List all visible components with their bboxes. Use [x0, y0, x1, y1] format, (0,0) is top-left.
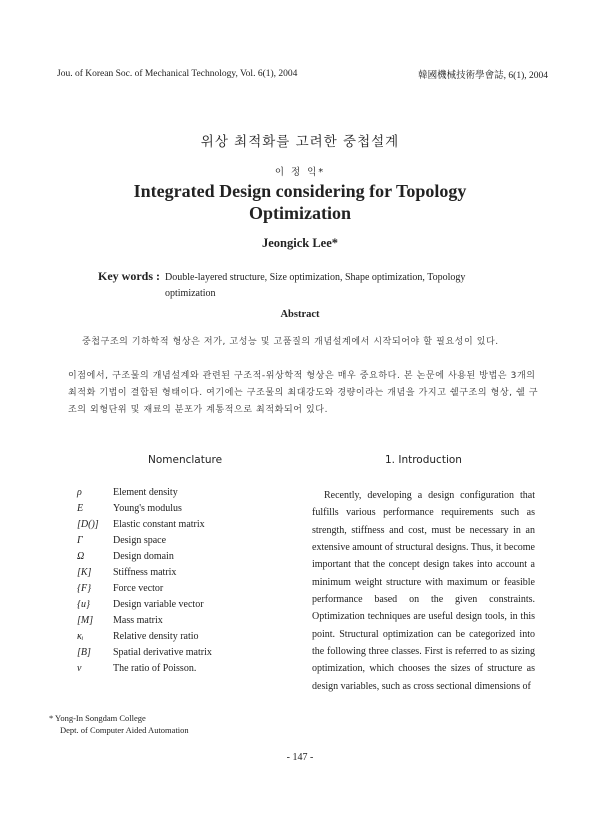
journal-header-korean: 韓國機械技術學會誌, 6(1), 2004 [418, 71, 548, 81]
nomenclature-heading: Nomenclature [148, 454, 223, 466]
abstract-paragraph-1: 중첩구조의 기하학적 형상은 저가, 고성능 및 고품질의 개념설계에서 시작되어야 할 필요성이 있다. [82, 337, 499, 347]
nomenclature-symbol: E [77, 503, 84, 514]
korean-title: 위상 최적화를 고려한 중첩설계 [200, 134, 400, 150]
keywords-text: Double-layered structure, Size optimization, Shape optimization, Topology optimization [165, 272, 466, 299]
nomenclature-description: Element density [113, 487, 178, 498]
nomenclature-description: Stiffness matrix [113, 567, 177, 578]
nomenclature-symbol: ν [77, 663, 82, 674]
nomenclature-description: Design variable vector [113, 599, 204, 610]
author-name: Jeongick Lee* [261, 236, 339, 250]
paper-title [0, 180, 600, 224]
journal-header-english: Jou. of Korean Soc. of Mechanical Technology, Vol. 6(1), 2004 [57, 69, 298, 79]
nomenclature-symbol: Ω [77, 551, 85, 562]
nomenclature-description: Design domain [113, 551, 174, 562]
nomenclature-description: Mass matrix [113, 615, 163, 626]
korean-author: 이 정 익* [274, 167, 326, 178]
page-number: - 147 - [286, 752, 314, 763]
introduction-heading: 1. Introduction [385, 454, 462, 466]
nomenclature-symbol: {u} [77, 599, 90, 610]
nomenclature-symbol: κᵢ [77, 631, 84, 642]
footnote-department: Dept. of Computer Aided Automation [60, 725, 189, 735]
title-line-2: Optimization [249, 203, 351, 223]
abstract-heading: Abstract [280, 309, 320, 320]
abstract-paragraph-2: 이점에서, 구조물의 개념설계와 관련된 구조적-위상학적 형상은 매우 중요하다. 본 논문에 사용된 방법은 3개의 최적화 기법이 결합된 형태이다. 여기에는 구조물의 최대강도와 경량이라는 개념을 가지고 쉘구조의 형상, 쉘 구조의 외형단위 및 재료의 분포가 계통적으로 최적화되어 있다. [68, 371, 539, 415]
nomenclature-description: Relative density ratio [113, 631, 199, 642]
nomenclature-symbol: [D()] [77, 519, 99, 530]
footnote-affiliation: * Yong-In Songdam College [49, 713, 146, 723]
nomenclature-symbol: [K] [77, 567, 92, 578]
nomenclature-description: Young's modulus [113, 503, 182, 514]
nomenclature-description: Elastic constant matrix [113, 519, 205, 530]
nomenclature-symbol: [B] [77, 647, 91, 658]
title-line-1: Integrated Design considering for Topology [133, 181, 467, 201]
introduction-paragraph: Recently, developing a design configuration that fulfills various performance requirements such as strength, stiffness and cost, must be necessary in an extensive amount of structural designs. Thus, it become important that the concept design takes into account a minimum weight structure with maximum or feasible performance based on the given constraints. Optimization techniques are useful design tools, in this point. Structural optimization can be categorized into the following three classes. First is referred to as sizing optimization, which chooses the sizes of structure as design variables, such as cross sectional dimensions of [312, 490, 535, 692]
nomenclature-description: Spatial derivative matrix [113, 647, 212, 658]
nomenclature-description: Force vector [113, 583, 164, 594]
nomenclature-description: The ratio of Poisson. [113, 663, 197, 674]
nomenclature-symbol: ρ [77, 487, 82, 498]
nomenclature-description: Design space [113, 535, 167, 546]
nomenclature-symbol: [M] [77, 615, 94, 626]
nomenclature-symbol: {F} [77, 583, 92, 594]
nomenclature-symbol: Γ [77, 535, 83, 546]
keywords-label: Key words : [98, 269, 160, 283]
